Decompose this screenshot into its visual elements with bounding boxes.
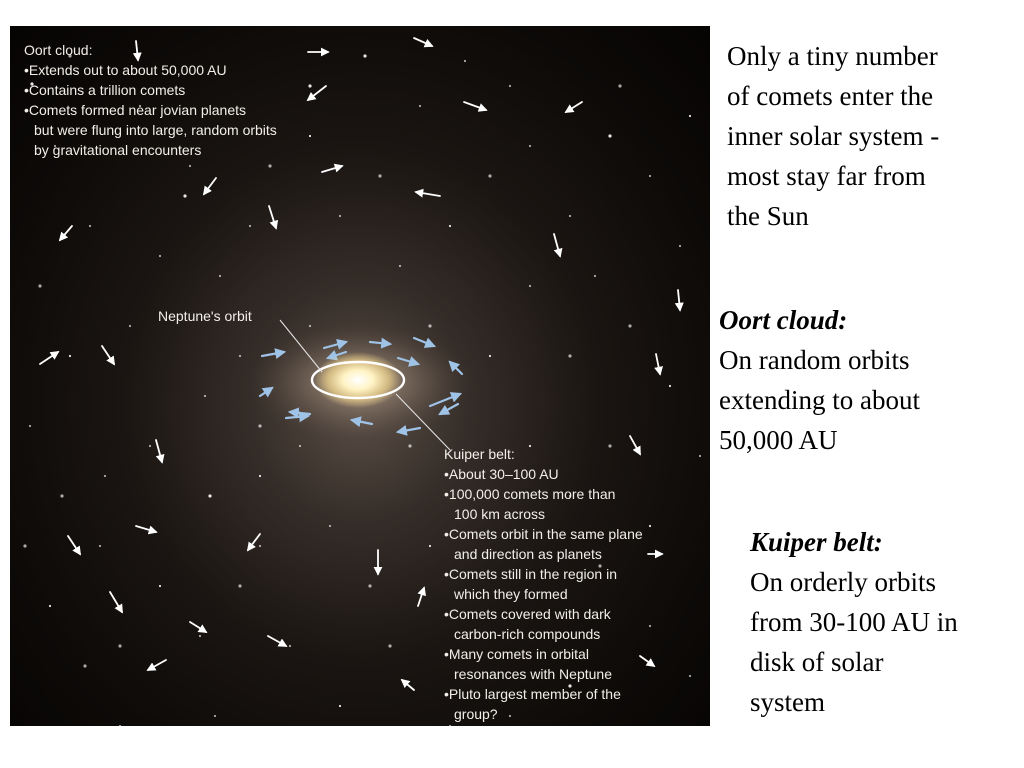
comet-arrow-icon <box>402 680 414 690</box>
oort-cloud-line: •Contains a trillion comets <box>24 82 186 98</box>
kuiper-belt-line: resonances with Neptune <box>454 666 612 682</box>
star-dot-icon <box>208 494 211 497</box>
star-dot-icon <box>299 445 301 447</box>
kuiper-belt-heading: Kuiper belt: <box>750 527 883 557</box>
star-dot-icon <box>449 725 451 726</box>
star-dot-icon <box>618 84 621 87</box>
comet-note-line: Only a tiny number <box>727 41 938 71</box>
star-dot-icon <box>129 325 131 327</box>
star-dot-icon <box>399 265 401 267</box>
comet-arrow-icon <box>110 592 122 612</box>
star-dot-icon <box>669 385 671 387</box>
oort-cloud-summary-line: extending to about <box>719 385 920 415</box>
comet-arrow-icon <box>269 206 276 228</box>
star-dot-icon <box>204 395 206 397</box>
kuiper-belt-summary-line: disk of solar <box>750 647 884 677</box>
oort-cloud-line: •Comets formed near jovian planets <box>24 102 247 118</box>
comet-note-line: inner solar system - <box>727 121 940 151</box>
oort-cloud-heading: Oort cloud: <box>719 305 848 335</box>
oort-cloud-line: but were flung into large, random orbits <box>34 122 277 138</box>
star-dot-icon <box>649 525 651 527</box>
star-dot-icon <box>308 84 311 87</box>
comet-arrow-icon <box>656 354 660 374</box>
star-dot-icon <box>60 494 63 497</box>
star-dot-icon <box>69 355 71 357</box>
star-dot-icon <box>83 664 86 667</box>
star-dot-icon <box>509 85 511 87</box>
kuiper-belt-line: •100,000 comets more than <box>444 486 616 502</box>
star-dot-icon <box>104 475 106 477</box>
star-dot-icon <box>529 285 531 287</box>
comet-arrow-icon <box>190 622 206 632</box>
comet-arrow-icon <box>322 166 342 172</box>
kuiper-belt-line: •Many comets in orbital <box>444 646 589 662</box>
star-dot-icon <box>329 525 331 527</box>
star-dot-icon <box>199 635 201 637</box>
comet-arrow-icon <box>68 536 80 554</box>
star-dot-icon <box>309 135 311 137</box>
oort-cloud-summary-line: 50,000 AU <box>719 425 838 455</box>
comet-arrow-icon <box>204 178 216 194</box>
oort-cloud-line: •Extends out to about 50,000 AU <box>24 62 227 78</box>
star-dot-icon <box>29 425 31 427</box>
comet-arrow-icon <box>678 290 680 310</box>
comet-arrow-icon <box>414 38 432 46</box>
star-dot-icon <box>368 584 371 587</box>
kuiper-belt-summary-line: On orderly orbits <box>750 567 936 597</box>
kuiper-belt-summary-line: system <box>750 687 826 717</box>
neptune-orbit-label: Neptune's orbit <box>158 308 252 324</box>
oort-cloud-summary <box>719 300 1019 460</box>
kuiper-belt-line: •Pluto largest member of the <box>444 686 621 702</box>
star-dot-icon <box>339 215 341 217</box>
star-dot-icon <box>408 444 411 447</box>
star-dot-icon <box>428 324 431 327</box>
star-dot-icon <box>99 545 101 547</box>
comet-arrow-icon <box>156 440 162 462</box>
kuiper-belt-line: •Comets covered with dark <box>444 606 611 622</box>
kuiper-belt-line: •Comets still in the region in <box>444 566 617 582</box>
star-dot-icon <box>363 54 366 57</box>
star-dot-icon <box>388 644 391 647</box>
star-dot-icon <box>569 215 571 217</box>
comet-arrow-icon <box>566 102 582 112</box>
oort-cloud-label <box>24 40 277 160</box>
kuiper-belt-summary <box>750 522 1024 722</box>
oort-cloud-summary-line: On random orbits <box>719 345 910 375</box>
kuiper-belt-line: •About 30–100 AU <box>444 466 559 482</box>
comet-arrow-icon <box>464 102 486 110</box>
star-dot-icon <box>219 275 221 277</box>
comet-note-line: of comets enter the <box>727 81 934 111</box>
comet-arrow-icon <box>268 636 286 646</box>
kuiper-belt-line: •Comets orbit in the same plane <box>444 526 643 542</box>
star-dot-icon <box>594 275 596 277</box>
star-dot-icon <box>608 134 611 137</box>
star-dot-icon <box>239 355 241 357</box>
kuiper-belt-line: 100 km across <box>454 506 546 522</box>
comet-arrow-icon <box>40 352 58 364</box>
comet-arrow-icon <box>418 588 424 606</box>
star-dot-icon <box>49 605 51 607</box>
star-dot-icon <box>119 725 121 726</box>
oort-cloud-line: by gravitational encounters <box>34 142 202 158</box>
comet-arrow-icon <box>136 526 156 532</box>
comet-arrow-icon <box>60 226 72 240</box>
solar-system-figure <box>10 26 710 726</box>
star-dot-icon <box>429 545 431 547</box>
kuiper-belt-title: Kuiper belt: <box>444 446 515 462</box>
star-dot-icon <box>689 115 691 117</box>
star-dot-icon <box>489 355 491 357</box>
kuiper-belt-line: group? <box>454 706 498 722</box>
star-dot-icon <box>289 645 291 647</box>
star-dot-icon <box>568 354 571 357</box>
star-dot-icon <box>159 585 161 587</box>
star-dot-icon <box>464 60 466 62</box>
star-dot-icon <box>89 225 91 227</box>
star-dot-icon <box>183 194 186 197</box>
star-dot-icon <box>258 424 261 427</box>
star-dot-icon <box>699 455 701 457</box>
star-dot-icon <box>214 715 216 717</box>
comet-arrow-icon <box>102 346 114 364</box>
star-dot-icon <box>259 475 261 477</box>
comet-arrow-icon <box>248 534 260 550</box>
comet-note-line: the Sun <box>727 201 809 231</box>
kuiper-belt-line: and direction as planets <box>454 546 602 562</box>
comet-note-line: most stay far from <box>727 161 926 191</box>
kuiper-belt-line: which they formed <box>454 586 568 602</box>
star-dot-icon <box>449 225 451 227</box>
comet-arrow-icon <box>308 86 326 100</box>
star-dot-icon <box>628 324 631 327</box>
star-dot-icon <box>38 284 41 287</box>
star-dot-icon <box>679 245 681 247</box>
star-dot-icon <box>529 145 531 147</box>
star-dot-icon <box>149 445 151 447</box>
star-dot-icon <box>23 544 26 547</box>
star-dot-icon <box>378 174 381 177</box>
star-dot-icon <box>309 325 311 327</box>
kuiper-belt-summary-line: from 30-100 AU in <box>750 607 958 637</box>
star-dot-icon <box>649 175 651 177</box>
comet-arrow-icon <box>554 234 560 256</box>
comet-arrow-icon <box>148 660 166 670</box>
star-dot-icon <box>689 675 691 677</box>
kuiper-belt-label <box>444 444 643 724</box>
star-dot-icon <box>249 225 251 227</box>
sun-icon <box>314 352 402 408</box>
comet-arrow-icon <box>416 192 440 196</box>
star-dot-icon <box>118 644 121 647</box>
comet-note <box>727 36 1017 236</box>
star-dot-icon <box>419 105 421 107</box>
star-dot-icon <box>268 164 271 167</box>
star-dot-icon <box>488 174 491 177</box>
star-dot-icon <box>649 625 651 627</box>
star-dot-icon <box>238 584 241 587</box>
oort-cloud-title: Oort cloud: <box>24 42 93 58</box>
star-dot-icon <box>339 705 341 707</box>
star-dot-icon <box>189 165 191 167</box>
star-dot-icon <box>259 545 261 547</box>
kuiper-belt-line: carbon-rich compounds <box>454 626 601 642</box>
star-dot-icon <box>159 255 161 257</box>
